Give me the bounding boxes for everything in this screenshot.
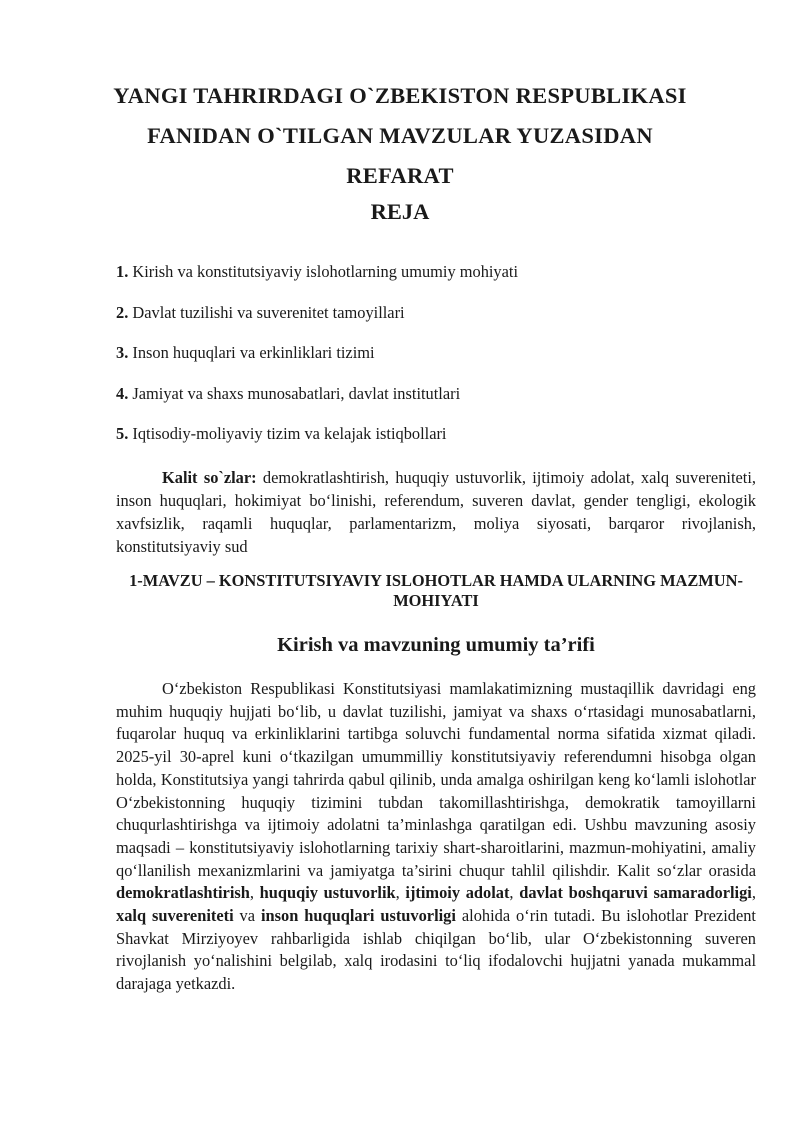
chapter-heading: 1-MAVZU – KONSTITUTSIYAVIY ISLOHOTLAR HAMDA ULARNING MAZMUN-MOHIYATI [129,571,743,610]
title-line-3: REFARAT [346,163,454,188]
plan-item-text: Inson huquqlari va erkinliklari tizimi [128,343,375,363]
separator: , [249,883,260,903]
separator: , [509,883,520,903]
plan-item [116,424,756,465]
plan-item [116,303,756,344]
plan-item-text: Kirish va konstitutsiyaviy islohotlarning umumiy mohiyati [128,262,519,281]
plan-item-number: 3. [116,343,129,363]
keywords-text: demokratlashtirish, huquqiy ustuvorlik, ijtimoiy adolat, xalq suvereniteti, inson huquqlari, hokimiyat bo‘linishi, referendum, suveren davlat, gender tengligi, ekologik xavfsizlik, raqamli huquqlar, parlamentarizm, moliya siyosati, barqaror rivojlanish, konstitutsiyaviy sud [116,468,756,556]
separator: va [233,906,261,926]
document-title [0,76,800,232]
separator: , [395,883,406,903]
plan-list [116,262,756,465]
paragraph-text: O‘zbekiston Respublikasi Konstitutsiyasi mamlakatimizning mustaqillik davridagi eng muhim huquqiy hujjati bo‘lib, u davlat tuzilishi, jamiyat va shaxs o‘rtasidagi munosabatlarni, fuqarolar huquq va erkinliklarini tartibga soluvchi fundamental norma sifatida xizmat qiladi. 2025-yil 30-aprel kuni o‘tkazilgan umummilliy konstitutsiyaviy referendumni hisobga olgan holda, Konstitutsiya yangi tahrirda qabul qilinib, unda amalga oshirilgan keng ko‘lamli islohotlar O‘zbekistonning huquqiy tizimini tubdan takomillashtirishga, demokratik tamoyillarni chuqurlashtirishga va ijtimoiy adolatni ta’minlashga qaratilgan edi. Ushbu mavzuning asosiy maqsadi – konstitutsiyaviy islohotlarning tarixiy shart-sharoitlarini, mazmun-mohiyatini, amaliy qo‘llanilish mexanizmlarini va jamiyatga ta’sirini chuqur tahlil qilishdir. Kalit so‘zlar orasida [116,679,756,880]
keywords-label: Kalit so`zlar: [162,468,257,487]
plan-heading: REJA [370,199,430,224]
body-paragraph [116,678,756,996]
plan-item [116,343,756,384]
title-line-2: FANIDAN O`TILGAN MAVZULAR YUZASIDAN [147,123,653,148]
plan-item [116,262,756,303]
keywords-paragraph [116,466,756,558]
plan-item-number: 5. [116,424,129,444]
plan-item-number: 2. [116,302,129,322]
bold-keyword: xalq suvereniteti [116,906,234,926]
bold-keyword: inson huquqlari ustuvorligi [260,906,456,926]
plan-item-text: Iqtisodiy-moliyaviy tizim va kelajak istiqbollari [128,424,447,444]
bold-keyword: huquqiy ustuvorlik [259,883,396,903]
plan-item [116,384,756,425]
separator: , [751,883,756,903]
paragraph-text: alohida o‘rin tutadi. Bu islohotlar Prezident Shavkat Mirziyoyev rahbarligida ishlab chiqilgan bo‘lib, ular O‘zbekistonning suveren rivojlanish yo‘nalishini belgilab, xalq irodasini to‘liq ifodalovchi hujjatni yanada mukammal darajaga yetkazdi. [116,906,756,994]
bold-keyword: ijtimoiy adolat [405,883,510,903]
plan-item-number: 1. [116,262,129,281]
plan-item-text: Jamiyat va shaxs munosabatlari, davlat institutlari [128,383,461,403]
section-subheading: Kirish va mavzuning umumiy ta’rifi [277,634,595,656]
plan-item-number: 4. [116,383,129,403]
bold-keyword: demokratlashtirish [116,883,250,903]
plan-item-text: Davlat tuzilishi va suverenitet tamoyillari [128,302,405,322]
title-line-1: YANGI TAHRIRDAGI O`ZBEKISTON RESPUBLIKASI [113,83,687,108]
bold-keyword: davlat boshqaruvi samaradorligi [519,883,752,903]
